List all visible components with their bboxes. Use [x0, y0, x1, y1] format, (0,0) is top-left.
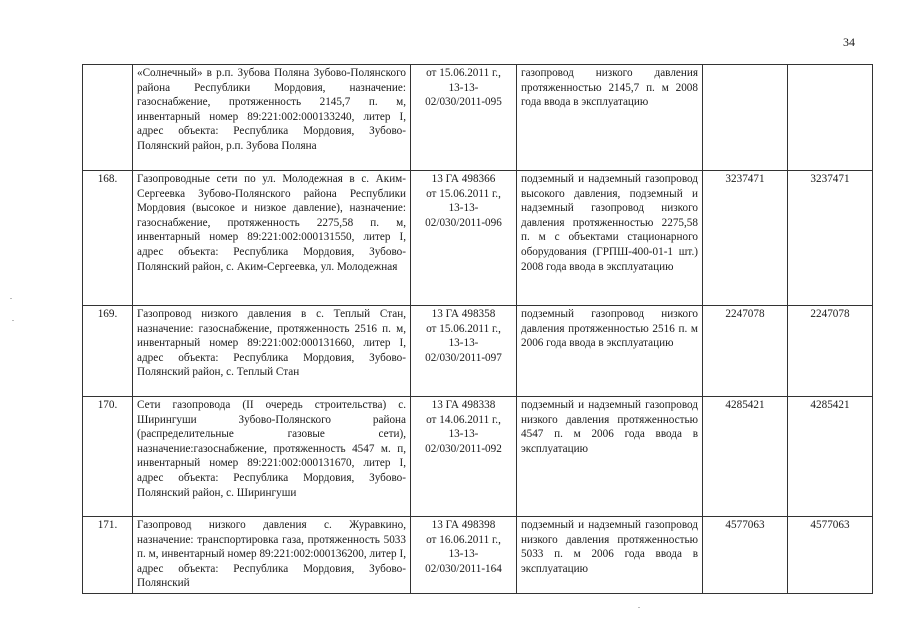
scan-speck [638, 607, 640, 608]
registration-certificate: 13 ГА 498338 от 14.06.2011 г., 13-13- 02/030/2011-092 [411, 397, 517, 517]
registration-certificate: 13 ГА 498398 от 16.06.2011 г., 13-13- 02/030/2011-164 [411, 517, 517, 594]
value-cell: 3237471 [703, 171, 788, 306]
page-number: 34 [843, 35, 855, 49]
value-cell [703, 65, 788, 171]
value-cell: 2247078 [788, 306, 873, 397]
registration-certificate: от 15.06.2011 г., 13-13- 02/030/2011-095 [411, 65, 517, 171]
object-description: Сети газопровода (II очередь строительства) с. Ширингуши Зубово-Полянского района (распределительные газовые сети), назначение:газоснабжение, протяженность 4547 м. п, инвентарный номер 89:221:002:000131670, литер I, адрес объекта: Республика Мордовия, Зубово-Полянский район, с. Ширингуши [133, 397, 411, 517]
registration-certificate: 13 ГА 498366 от 15.06.2011 г., 13-13- 02/030/2011-096 [411, 171, 517, 306]
technical-characteristics: подземный и надземный газопровод низкого давления протяженностью 4547 п. м 2006 года ввода в эксплуатацию [517, 397, 703, 517]
row-number [83, 65, 133, 171]
scan-speck [12, 320, 14, 321]
object-description: Газопровод низкого давления в с. Теплый Стан, назначение: газоснабжение, протяженность 2516 п. м, инвентарный номер 89:221:002:000131660, литер I, адрес объекта: Республика Мордовия, Зубово-Полянский район, с. Теплый Стан [133, 306, 411, 397]
object-description: Газопроводные сети по ул. Молодежная в с. Аким-Сергеевка Зубово-Полянского района Республики Мордовия (высокое и низкое давление), назначение: газоснабжение, протяженность 2275,58 п. м, инвентарный номер 89:221:002:000131550, литер I, адрес объекта: Республика Мордовия, Зубово-Полянский район, с. Аким-Сергеевка, ул. Молодежная [133, 171, 411, 306]
row-number: 171. [83, 517, 133, 594]
value-cell: 4577063 [788, 517, 873, 594]
technical-characteristics: подземный газопровод низкого давления протяженностью 2516 п. м 2006 года ввода в эксплуатацию [517, 306, 703, 397]
technical-characteristics: подземный и надземный газопровод низкого давления протяженностью 5033 п. м 2006 года ввода в эксплуатацию [517, 517, 703, 594]
value-cell: 2247078 [703, 306, 788, 397]
object-description: «Солнечный» в р.п. Зубова Поляна Зубово-Полянского района Республики Мордовия, назначение: газоснабжение, протяженность 2145,7 п. м, инвентарный номер 89:221:002:000133240, литер I, адрес объекта: Республика Мордовия, Зубово-Полянский район, р.п. Зубова Поляна [133, 65, 411, 171]
table-row [83, 306, 873, 397]
scan-speck [10, 298, 12, 299]
table-row [83, 171, 873, 306]
row-number: 168. [83, 171, 133, 306]
table-row [83, 397, 873, 517]
table-row [83, 517, 873, 594]
value-cell: 4577063 [703, 517, 788, 594]
technical-characteristics: газопровод низкого давления протяженностью 2145,7 п. м 2008 года ввода в эксплуатацию [517, 65, 703, 171]
row-number: 169. [83, 306, 133, 397]
row-number: 170. [83, 397, 133, 517]
technical-characteristics: подземный и надземный газопровод высокого давления, подземный и надземный газопровод низкого давления протяженностью 2275,58 п. м с объектами стационарного оборудования (ГРПШ-400-01-1 шт.) 2008 года ввода в эксплуатацию [517, 171, 703, 306]
value-cell [788, 65, 873, 171]
table-row [83, 65, 873, 171]
value-cell: 4285421 [703, 397, 788, 517]
property-registry-table [82, 64, 873, 594]
value-cell: 4285421 [788, 397, 873, 517]
value-cell: 3237471 [788, 171, 873, 306]
object-description: Газопровод низкого давления с. Журавкино, назначение: транспортировка газа, протяженность 5033 п. м, инвентарный номер 89:221:002:000136200, литер I, адрес объекта: Республика Мордовия, Зубово-Полянский [133, 517, 411, 594]
registration-certificate: 13 ГА 498358 от 15.06.2011 г., 13-13- 02/030/2011-097 [411, 306, 517, 397]
